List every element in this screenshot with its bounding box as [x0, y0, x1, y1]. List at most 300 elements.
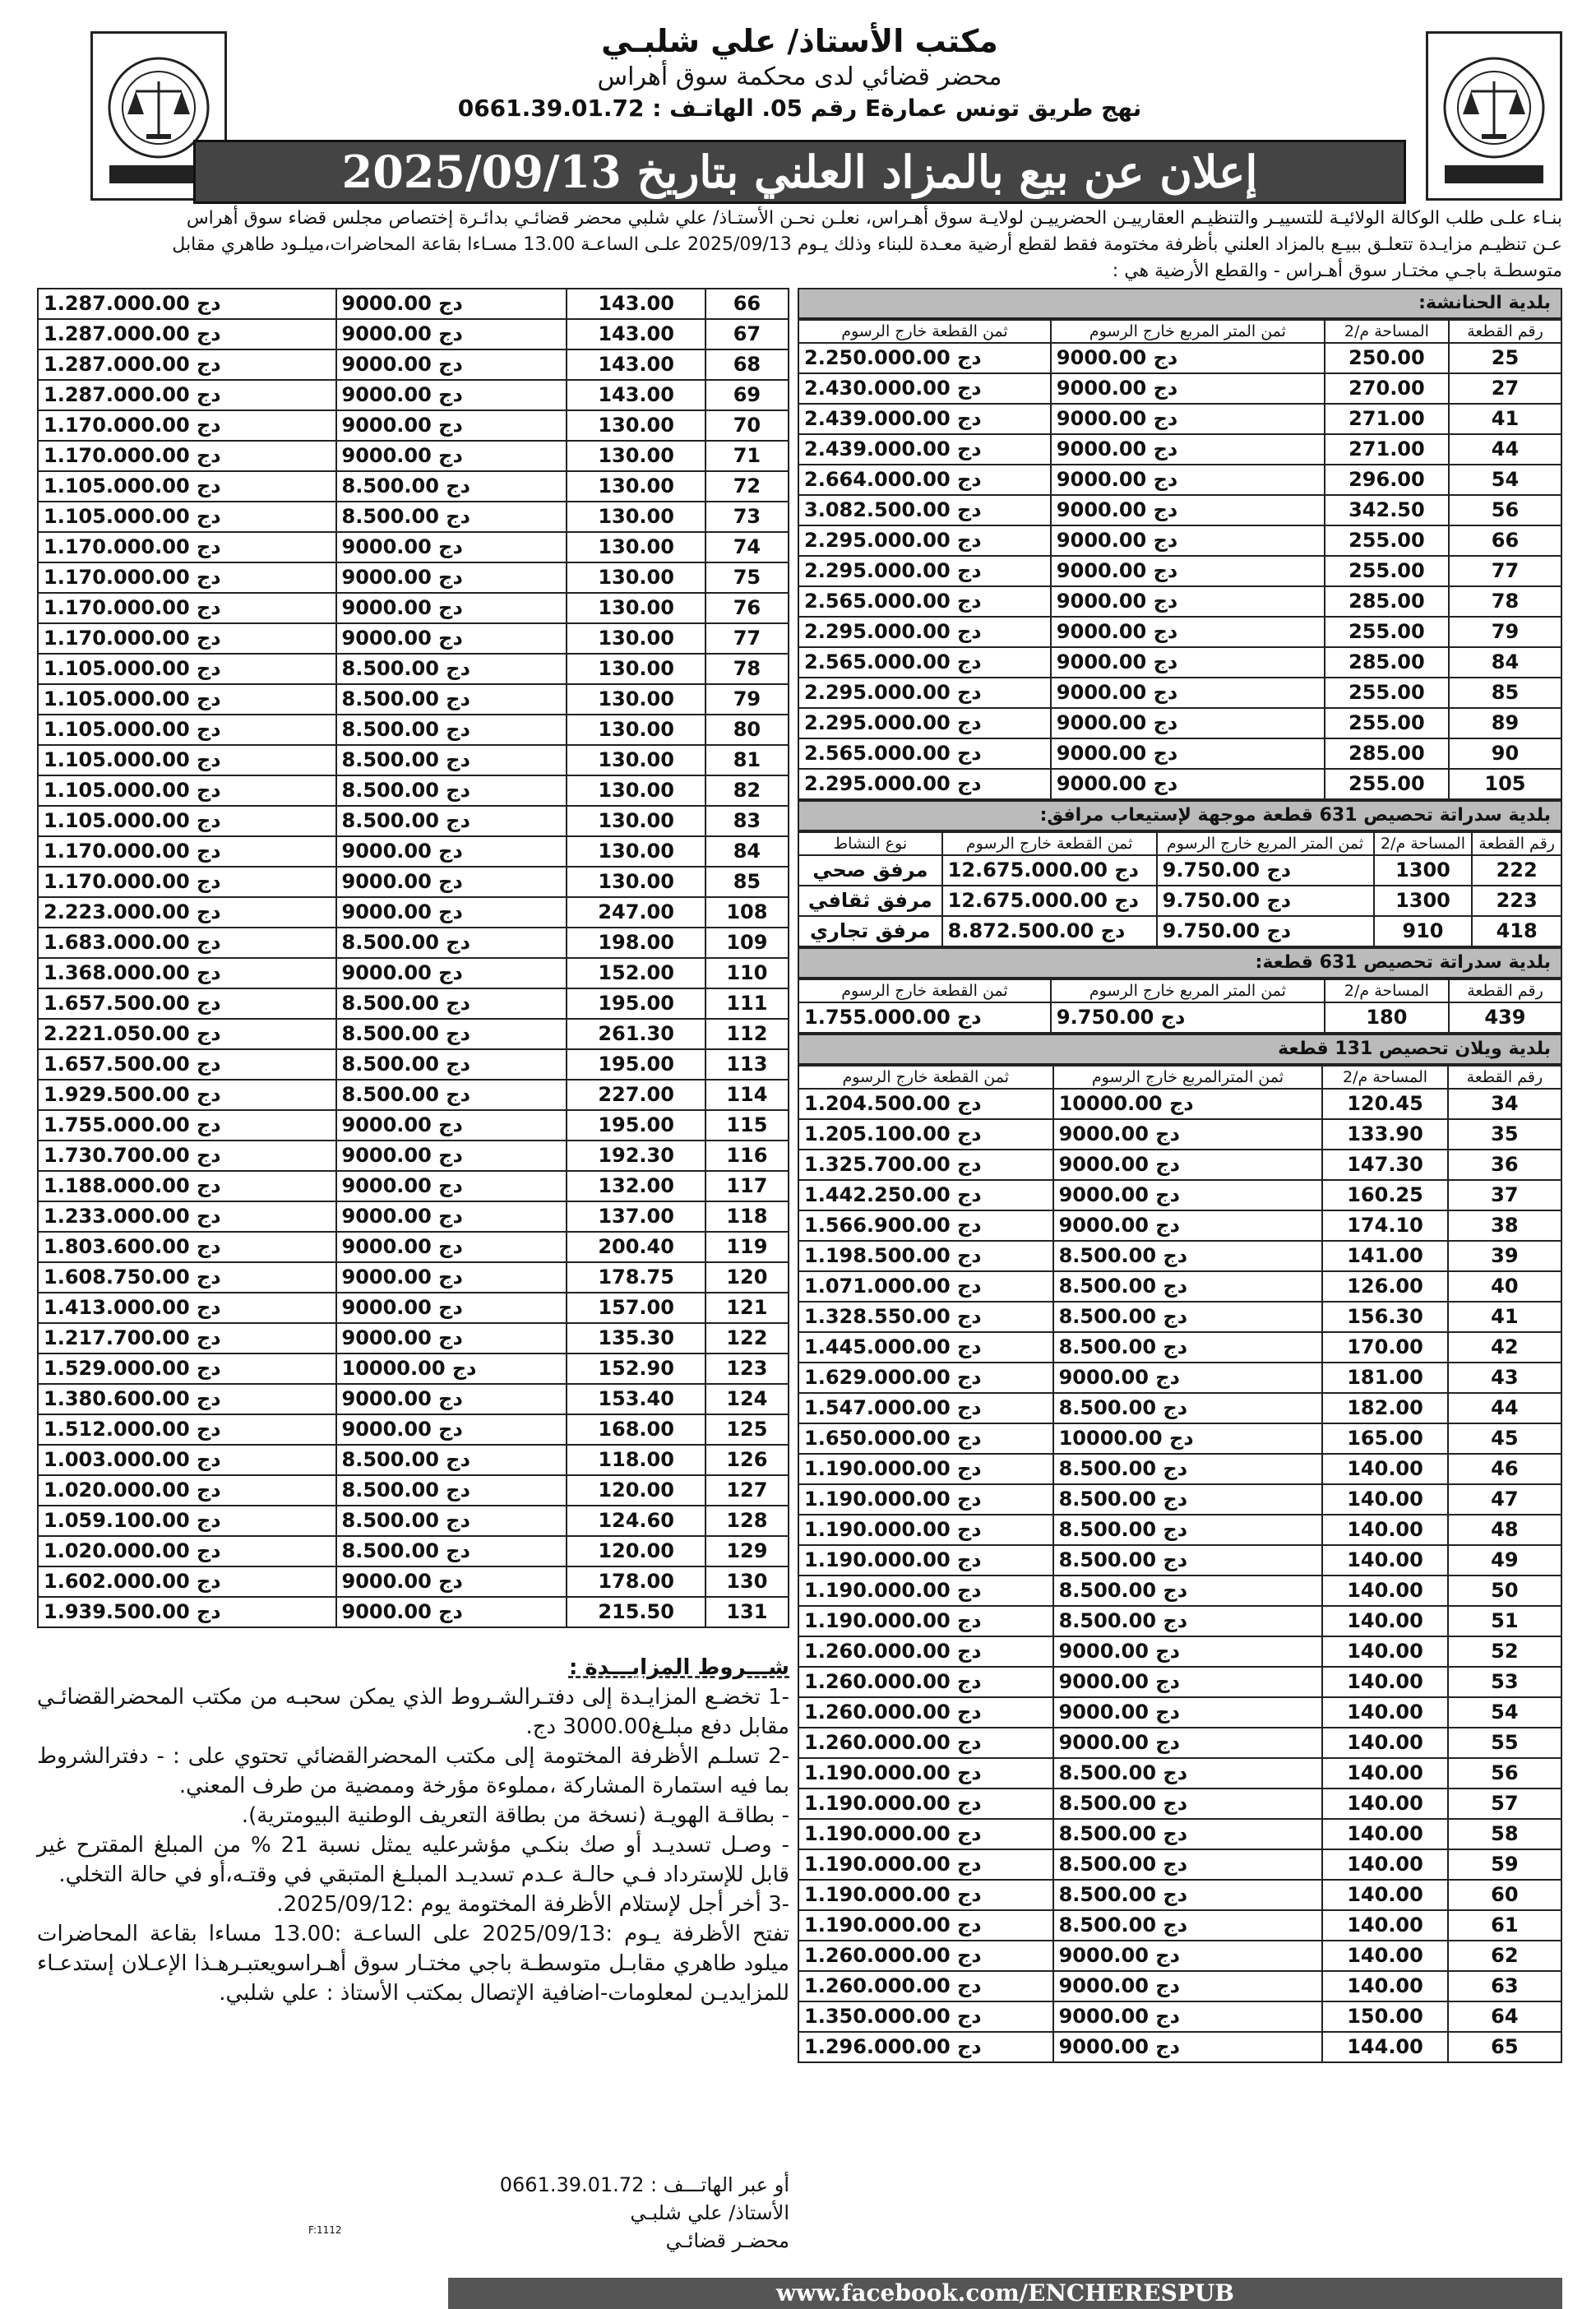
lot-price: 1.170.000.00 دج [38, 441, 336, 471]
lot-area: 130.00 [567, 684, 705, 715]
conditions-title: شـــروط المزايـــدة : [568, 1655, 789, 1680]
table-row [798, 586, 1561, 617]
lot-area: 140.00 [1322, 1454, 1447, 1484]
table-row [798, 1758, 1561, 1788]
lot-price: 8.872.500.00 دج [942, 916, 1157, 946]
lot-number: 40 [1448, 1271, 1561, 1302]
table-row [798, 1515, 1561, 1545]
lot-area: 130.00 [567, 410, 705, 441]
table-row [798, 343, 1561, 373]
table-row [38, 928, 789, 958]
lot-area: 195.00 [567, 1110, 705, 1141]
table-row [798, 1667, 1561, 1697]
lot-number: 57 [1448, 1788, 1561, 1819]
lot-price: 2.250.000.00 دج [798, 343, 1051, 373]
lot-number: 50 [1448, 1576, 1561, 1606]
lot-price: 1.287.000.00 دج [38, 380, 336, 410]
lot-price: 1.190.000.00 دج [798, 1849, 1053, 1880]
lot-area: 227.00 [567, 1080, 705, 1110]
lot-number: 223 [1472, 886, 1561, 916]
lot-price: 1.105.000.00 دج [38, 684, 336, 715]
lot-price: 1.190.000.00 دج [798, 1545, 1053, 1576]
lot-number: 116 [705, 1141, 789, 1171]
unit-price: 9000.00 دج [336, 349, 567, 380]
unit-price: 8.500.00 دج [336, 1506, 567, 1536]
lot-price: 1.413.000.00 دج [38, 1293, 336, 1323]
lot-area: 140.00 [1322, 1667, 1447, 1697]
table-row [38, 1475, 789, 1506]
signature-block [37, 2171, 789, 2255]
lot-area: 143.00 [567, 349, 705, 380]
unit-price: 9000.00 دج [1051, 373, 1325, 404]
unit-price: 9000.00 دج [336, 289, 567, 319]
lot-area: 165.00 [1322, 1423, 1447, 1454]
lot-area: 120.45 [1322, 1089, 1447, 1119]
lot-area: 140.00 [1322, 1484, 1447, 1515]
lot-price: 12.675.000.00 دج [942, 855, 1157, 886]
lot-area: 130.00 [567, 471, 705, 502]
unit-price: 8.500.00 دج [336, 471, 567, 502]
table-row [798, 855, 1561, 886]
lots-table [798, 319, 1562, 800]
column-header: المساحة م/2 [1322, 1066, 1447, 1089]
lot-area: 140.00 [1322, 1636, 1447, 1667]
lot-number: 44 [1448, 1393, 1561, 1423]
lot-area: 285.00 [1325, 647, 1449, 678]
unit-price: 9000.00 دج [1051, 678, 1325, 708]
lot-price: 1.170.000.00 دج [38, 532, 336, 562]
lot-area: 140.00 [1322, 1728, 1447, 1758]
lot-area: 141.00 [1322, 1241, 1447, 1271]
table-row [38, 441, 789, 471]
lot-area: 140.00 [1322, 1819, 1447, 1849]
lot-price: 1.204.500.00 دج [798, 1089, 1053, 1119]
lot-number: 55 [1448, 1728, 1561, 1758]
unit-price: 9000.00 دج [336, 897, 567, 928]
table-row [38, 958, 789, 988]
lot-number: 68 [705, 349, 789, 380]
lot-area: 296.00 [1325, 465, 1449, 495]
lot-area: 271.00 [1325, 434, 1449, 465]
lots-table [798, 831, 1562, 947]
lot-number: 25 [1449, 343, 1561, 373]
lot-area: 160.25 [1322, 1180, 1447, 1210]
table-row [38, 988, 789, 1019]
unit-price: 8.500.00 دج [336, 1536, 567, 1566]
website-footer[interactable]: www.facebook.com/ENCHERESPUB [448, 2278, 1562, 2309]
column-header: نوع النشاط [798, 832, 942, 855]
unit-price: 9000.00 دج [1053, 1119, 1323, 1150]
table-row [38, 715, 789, 745]
table-row [798, 1697, 1561, 1728]
lot-area: 247.00 [567, 897, 705, 928]
lot-area: 255.00 [1325, 769, 1449, 799]
lot-area: 200.40 [567, 1232, 705, 1262]
lot-price: 2.439.000.00 دج [798, 404, 1051, 434]
lot-number: 63 [1448, 1971, 1561, 2001]
table-row [38, 1323, 789, 1353]
table-row [38, 1384, 789, 1414]
lot-area: 130.00 [567, 806, 705, 836]
lot-price: 2.565.000.00 دج [798, 586, 1051, 617]
table-row [38, 349, 789, 380]
column-header: رقم القطعة [1472, 832, 1561, 855]
lot-number: 47 [1448, 1484, 1561, 1515]
office-address: نهج طريق تونس عمارةE رقم 05. الهاتـف : 0661.39.01.72 [457, 95, 1142, 122]
lot-price: 1.296.000.00 دج [798, 2032, 1053, 2062]
unit-price: 9000.00 دج [336, 441, 567, 471]
lot-area: 140.00 [1322, 1910, 1447, 1941]
table-row [38, 1597, 789, 1627]
lot-price: 1.105.000.00 دج [38, 502, 336, 532]
lot-area: 132.00 [567, 1171, 705, 1201]
unit-price: 9000.00 دج [1053, 1363, 1323, 1393]
lot-number: 113 [705, 1049, 789, 1080]
lot-area: 137.00 [567, 1201, 705, 1232]
lot-number: 105 [1449, 769, 1561, 799]
lot-area: 130.00 [567, 623, 705, 654]
table-header-row [798, 320, 1561, 343]
unit-price: 8.500.00 دج [1053, 1910, 1323, 1941]
lot-area: 140.00 [1322, 1606, 1447, 1636]
lot-area: 270.00 [1325, 373, 1449, 404]
lot-price: 1.566.900.00 دج [798, 1210, 1053, 1241]
table-row [38, 1019, 789, 1049]
unit-price: 8.500.00 دج [1053, 1758, 1323, 1788]
unit-price: 9000.00 دج [336, 1171, 567, 1201]
auction-conditions [37, 1653, 789, 2008]
unit-price: 8.500.00 دج [1053, 1819, 1323, 1849]
unit-price: 9000.00 دج [336, 1384, 567, 1414]
lot-area: 120.00 [567, 1475, 705, 1506]
lot-area: 130.00 [567, 775, 705, 806]
lot-price: 1.325.700.00 دج [798, 1150, 1053, 1180]
lot-area: 261.30 [567, 1019, 705, 1049]
lot-price: 2.295.000.00 دج [798, 678, 1051, 708]
lot-area: 180 [1325, 1002, 1449, 1033]
unit-price: 9000.00 دج [336, 958, 567, 988]
table-row [38, 380, 789, 410]
table-row [798, 1210, 1561, 1241]
lot-area: 182.00 [1322, 1393, 1447, 1423]
lot-area: 135.30 [567, 1323, 705, 1353]
lot-area: 255.00 [1325, 525, 1449, 556]
lot-price: 1.205.100.00 دج [798, 1119, 1053, 1150]
unit-price: 10000.00 دج [336, 1353, 567, 1384]
table-row [38, 654, 789, 684]
lot-price: 2.295.000.00 دج [798, 525, 1051, 556]
lot-area: 140.00 [1322, 1697, 1447, 1728]
table-row [798, 1002, 1561, 1033]
table-row [38, 1445, 789, 1475]
unit-price: 8.500.00 دج [336, 775, 567, 806]
lot-number: 61 [1448, 1910, 1561, 1941]
unit-price: 8.500.00 دج [1053, 1302, 1323, 1332]
lot-price: 1.190.000.00 دج [798, 1788, 1053, 1819]
condition-item: تفتح الأظرفة يـوم :2025/09/13 على الساعـة :13.00 مساءا بقاعة المحاضرات ميلود طاهري مقابـل متوسطـة باجي مختـار سوق أهـراسويعتبـرهـذا الإعـلان إستدعـاء للمزايديـن لمعلومات-اضافية الإتصال بمكتب الأستاذ : علي شلبي. [37, 1922, 789, 2006]
lot-price: 1.170.000.00 دج [38, 410, 336, 441]
lot-price: 1.105.000.00 دج [38, 715, 336, 745]
table-row [798, 1180, 1561, 1210]
table-row [798, 1484, 1561, 1515]
lot-price: 1.198.500.00 دج [798, 1241, 1053, 1271]
lot-area: 140.00 [1322, 1576, 1447, 1606]
unit-price: 9000.00 دج [336, 410, 567, 441]
lot-number: 71 [705, 441, 789, 471]
signature-name: الأستاذ/ علي شلبـي [630, 2201, 789, 2224]
activity-type: مرفق تجاري [798, 916, 942, 946]
unit-price: 9000.00 دج [1051, 525, 1325, 556]
lot-area: 152.90 [567, 1353, 705, 1384]
unit-price: 8.500.00 دج [336, 1019, 567, 1049]
table-row [798, 1849, 1561, 1880]
lot-price: 1.260.000.00 دج [798, 1636, 1053, 1667]
office-name: مكتب الأستاذ/ علي شلبـي [601, 23, 998, 59]
lot-area: 120.00 [567, 1536, 705, 1566]
table-row [798, 2001, 1561, 2032]
lot-area: 140.00 [1322, 1880, 1447, 1910]
lot-number: 45 [1448, 1423, 1561, 1454]
lot-price: 1.929.500.00 دج [38, 1080, 336, 1110]
lot-price: 1.350.000.00 دج [798, 2001, 1053, 2032]
lot-area: 140.00 [1322, 1515, 1447, 1545]
table-row [798, 1423, 1561, 1454]
unit-price: 9000.00 دج [1051, 769, 1325, 799]
lot-area: 124.60 [567, 1506, 705, 1536]
lot-price: 2.565.000.00 دج [798, 647, 1051, 678]
lot-area: 130.00 [567, 593, 705, 623]
lot-number: 66 [1449, 525, 1561, 556]
lot-number: 27 [1449, 373, 1561, 404]
lot-number: 75 [705, 562, 789, 593]
unit-price: 8.500.00 دج [336, 684, 567, 715]
lot-number: 128 [705, 1506, 789, 1536]
unit-price: 9000.00 دج [1051, 617, 1325, 647]
table-row [38, 1080, 789, 1110]
lot-price: 1.608.750.00 دج [38, 1262, 336, 1293]
table-row [38, 289, 789, 319]
lot-number: 69 [705, 380, 789, 410]
lot-number: 115 [705, 1110, 789, 1141]
lot-area: 126.00 [1322, 1271, 1447, 1302]
unit-price: 9000.00 دج [336, 319, 567, 349]
table-row [38, 1506, 789, 1536]
lot-area: 150.00 [1322, 2001, 1447, 2032]
table-row [798, 1728, 1561, 1758]
unit-price: 8.500.00 دج [1053, 1788, 1323, 1819]
lot-price: 1.233.000.00 دج [38, 1201, 336, 1232]
lot-number: 41 [1449, 404, 1561, 434]
lot-number: 90 [1449, 738, 1561, 769]
lot-price: 1.287.000.00 دج [38, 319, 336, 349]
lot-area: 130.00 [567, 532, 705, 562]
unit-price: 9000.00 دج [1053, 1667, 1323, 1697]
lot-area: 130.00 [567, 562, 705, 593]
lot-number: 38 [1448, 1210, 1561, 1241]
lot-number: 48 [1448, 1515, 1561, 1545]
lot-area: 342.50 [1325, 495, 1449, 525]
left-column [37, 288, 789, 1628]
table-row [798, 1941, 1561, 1971]
column-header: المساحة م/2 [1325, 979, 1449, 1002]
lot-price: 1.003.000.00 دج [38, 1445, 336, 1475]
lot-area: 168.00 [567, 1414, 705, 1445]
lot-number: 85 [705, 867, 789, 897]
table-row [798, 556, 1561, 586]
unit-price: 9000.00 دج [336, 1414, 567, 1445]
unit-price: 9000.00 دج [336, 1201, 567, 1232]
unit-price: 8.500.00 دج [1053, 1393, 1323, 1423]
lot-number: 78 [1449, 586, 1561, 617]
table-row [38, 410, 789, 441]
table-row [38, 532, 789, 562]
lot-area: 140.00 [1322, 1941, 1447, 1971]
table-row [38, 1414, 789, 1445]
lot-price: 1.442.250.00 دج [798, 1180, 1053, 1210]
table-row [38, 1110, 789, 1141]
table-row [798, 647, 1561, 678]
lot-area: 285.00 [1325, 586, 1449, 617]
lot-area: 118.00 [567, 1445, 705, 1475]
announcement-page [37, 16, 1562, 2307]
unit-price: 9000.00 دج [336, 1597, 567, 1627]
unit-price: 8.500.00 دج [1053, 1880, 1323, 1910]
lot-number: 108 [705, 897, 789, 928]
unit-price: 8.500.00 دج [1053, 1576, 1323, 1606]
lot-area: 1300 [1374, 855, 1473, 886]
table-row [38, 1353, 789, 1384]
unit-price: 9000.00 دج [1051, 647, 1325, 678]
right-column [798, 288, 1562, 2063]
lot-number: 70 [705, 410, 789, 441]
lot-area: 152.00 [567, 958, 705, 988]
activity-type: مرفق صحي [798, 855, 942, 886]
table-row [38, 684, 789, 715]
lot-area: 215.50 [567, 1597, 705, 1627]
lot-number: 43 [1448, 1363, 1561, 1393]
table-row [38, 1536, 789, 1566]
lot-price: 1.368.000.00 دج [38, 958, 336, 988]
lot-area: 255.00 [1325, 678, 1449, 708]
table-row [38, 1262, 789, 1293]
lot-number: 84 [705, 836, 789, 867]
table-header-row [798, 832, 1561, 855]
lot-number: 67 [705, 319, 789, 349]
table-row [798, 886, 1561, 916]
lot-area: 140.00 [1322, 1758, 1447, 1788]
lot-price: 1.170.000.00 دج [38, 867, 336, 897]
lot-area: 130.00 [567, 745, 705, 775]
table-row [38, 623, 789, 654]
lot-number: 110 [705, 958, 789, 988]
lot-number: 81 [705, 745, 789, 775]
table-row [38, 775, 789, 806]
table-row [798, 404, 1561, 434]
unit-price: 9000.00 دج [1051, 404, 1325, 434]
unit-price: 9000.00 دج [336, 1323, 567, 1353]
lot-price: 1.529.000.00 دج [38, 1353, 336, 1384]
unit-price: 9000.00 دج [1053, 1971, 1323, 2001]
lot-price: 2.295.000.00 دج [798, 617, 1051, 647]
unit-price: 9000.00 دج [336, 623, 567, 654]
lot-area: 181.00 [1322, 1363, 1447, 1393]
table-row [798, 1880, 1561, 1910]
lot-price: 2.439.000.00 دج [798, 434, 1051, 465]
unit-price: 8.500.00 دج [336, 806, 567, 836]
table-row [798, 2032, 1561, 2062]
lot-area: 156.30 [1322, 1302, 1447, 1332]
table-row [798, 1271, 1561, 1302]
lot-area: 195.00 [567, 1049, 705, 1080]
lot-area: 255.00 [1325, 556, 1449, 586]
lot-number: 126 [705, 1445, 789, 1475]
condition-item: -2 تسلـم الأظرفة المختومة إلى مكتب المحضرالقضائي تحتوي على : - دفترالشروط بما فيه استمارة المشاركة ،مملوءة مؤرخة وممضية من طرف المعني. [37, 1744, 789, 1798]
lot-price: 1.190.000.00 دج [798, 1576, 1053, 1606]
table-row [798, 1241, 1561, 1271]
lot-area: 250.00 [1325, 343, 1449, 373]
lot-price: 1.190.000.00 دج [798, 1880, 1053, 1910]
table-row [38, 1293, 789, 1323]
table-row [798, 1545, 1561, 1576]
lot-number: 35 [1448, 1119, 1561, 1150]
lot-price: 2.295.000.00 دج [798, 708, 1051, 738]
unit-price: 8.500.00 دج [336, 1080, 567, 1110]
unit-price: 9000.00 دج [336, 867, 567, 897]
unit-price: 9000.00 دج [1053, 1180, 1323, 1210]
lot-number: 77 [705, 623, 789, 654]
column-header: ثمن المترالمربع خارج الرسوم [1053, 1066, 1323, 1089]
unit-price: 9000.00 دج [1051, 465, 1325, 495]
table-row [798, 738, 1561, 769]
unit-price: 9000.00 دج [336, 562, 567, 593]
unit-price: 9000.00 دج [1051, 586, 1325, 617]
unit-price: 9.750.00 دج [1157, 916, 1374, 946]
table-row [38, 562, 789, 593]
lot-price: 1.020.000.00 دج [38, 1475, 336, 1506]
unit-price: 8.500.00 دج [336, 654, 567, 684]
lot-price: 1.512.000.00 دج [38, 1414, 336, 1445]
unit-price: 9000.00 دج [1051, 556, 1325, 586]
lot-number: 85 [1449, 678, 1561, 708]
lot-price: 2.430.000.00 دج [798, 373, 1051, 404]
table-row [798, 1606, 1561, 1636]
lot-number: 418 [1472, 916, 1561, 946]
unit-price: 8.500.00 دج [1053, 1545, 1323, 1576]
lot-price: 1.730.700.00 دج [38, 1141, 336, 1171]
municipality-header: بلدية سدراتة تحصيص 631 قطعة موجهة لإستيعاب مرافق: [798, 800, 1562, 831]
unit-price: 9000.00 دج [336, 1262, 567, 1293]
table-row [798, 916, 1561, 946]
unit-price: 9000.00 دج [1053, 1636, 1323, 1667]
lot-price: 1.105.000.00 دج [38, 654, 336, 684]
lot-number: 117 [705, 1171, 789, 1201]
unit-price: 9000.00 دج [336, 532, 567, 562]
lot-number: 83 [705, 806, 789, 836]
lot-price: 1.328.550.00 دج [798, 1302, 1053, 1332]
lot-price: 1.188.000.00 دج [38, 1171, 336, 1201]
lot-price: 1.445.000.00 دج [798, 1332, 1053, 1363]
lot-number: 119 [705, 1232, 789, 1262]
table-row [798, 1119, 1561, 1150]
intro-line: بنـاء علـى طلب الوكالة الولائيـة للتسييـر والتنظيـم العقارييـن الحضرييـن لولايـة سوق أهـراس، نعلـن نحـن الأستـاذ/ علي شلبي محضر قضائـي بدائـرة إختصاص مجلس قضاء سوق أهراس [186, 208, 1562, 229]
lot-price: 1.190.000.00 دج [798, 1758, 1053, 1788]
unit-price: 8.500.00 دج [1053, 1606, 1323, 1636]
lot-price: 1.190.000.00 دج [798, 1910, 1053, 1941]
lot-number: 51 [1448, 1606, 1561, 1636]
lot-number: 72 [705, 471, 789, 502]
table-row [798, 708, 1561, 738]
lot-area: 271.00 [1325, 404, 1449, 434]
